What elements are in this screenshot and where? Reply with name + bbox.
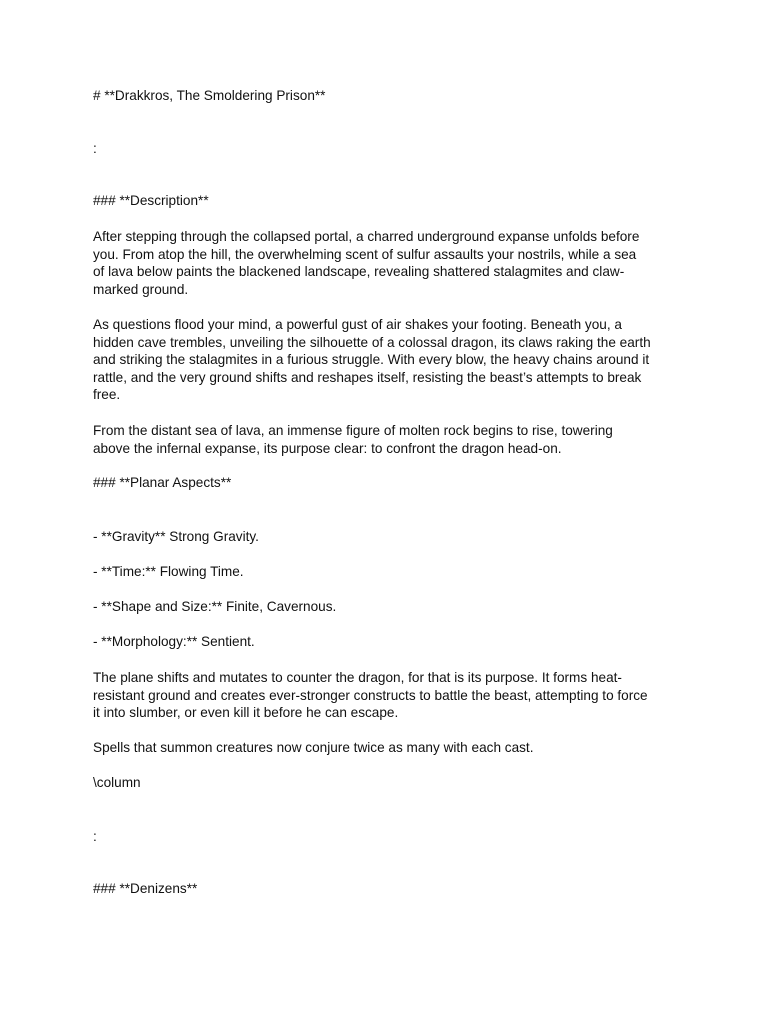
description-paragraph-2 [93, 316, 683, 404]
separator-colon: : [93, 141, 97, 156]
text-line: and striking the stalagmites in a furious struggle. With every blow, the heavy chains around it [93, 352, 650, 367]
text-line: you. From atop the hill, the overwhelming scent of sulfur assaults your nostrils, while a sea [93, 246, 637, 262]
aspect-shape-size: - **Shape and Size:** Finite, Cavernous. [93, 599, 337, 614]
text-line: free. [93, 387, 121, 402]
text-line: hidden cave trembles, unveiling the silhouette of a colossal dragon, its claws raking the earth [93, 334, 651, 350]
text-line: rattle, and the very ground shifts and reshapes itself, resisting the beast’s attempts to break [93, 369, 642, 385]
planar-aspects-heading: ### **Planar Aspects** [93, 475, 232, 490]
text-line: marked ground. [93, 281, 189, 297]
text-line: above the infernal expanse, its purpose clear: to confront the dragon head-on. [93, 440, 562, 456]
denizens-heading: ### **Denizens** [93, 881, 198, 896]
aspect-gravity: - **Gravity** Strong Gravity. [93, 529, 259, 544]
description-paragraph-3 [93, 422, 683, 457]
description-paragraph-1 [93, 228, 683, 298]
text-line: From the distant sea of lava, an immense figure of molten rock begins to rise, towering [93, 423, 613, 438]
separator-colon: : [93, 829, 97, 844]
text-line: resistant ground and creates ever-stronger constructs to battle the beast, attempting to force [93, 687, 648, 703]
document-title: # **Drakkros, The Smoldering Prison** [93, 88, 326, 103]
text-line: As questions flood your mind, a powerful gust of air shakes your footing. Beneath you, a [93, 317, 622, 332]
text-line: After stepping through the collapsed portal, a charred underground expanse unfolds before [93, 229, 640, 244]
text-line: of lava below paints the blackened landscape, revealing shattered stalagmites and claw- [93, 264, 625, 279]
description-heading: ### **Description** [93, 193, 209, 208]
text-line: The plane shifts and mutates to counter the dragon, for that is its purpose. It forms heat- [93, 670, 622, 685]
column-break: \column [93, 775, 141, 790]
aspect-time: - **Time:** Flowing Time. [93, 564, 244, 579]
planar-paragraph [93, 669, 683, 722]
aspect-morphology: - **Morphology:** Sentient. [93, 634, 255, 649]
text-line: it into slumber, or even kill it before he can escape. [93, 705, 399, 720]
spells-paragraph: Spells that summon creatures now conjure twice as many with each cast. [93, 740, 534, 755]
